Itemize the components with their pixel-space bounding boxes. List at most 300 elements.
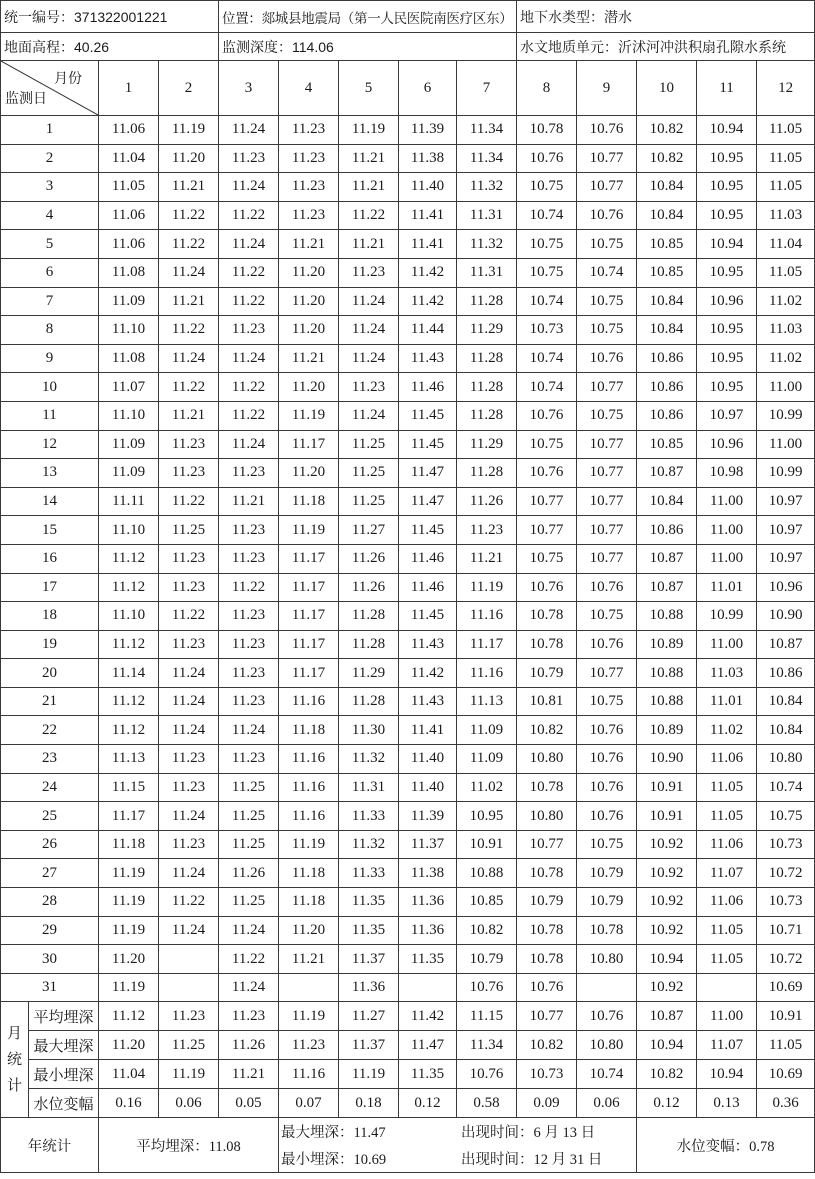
depth-value: 11.31 (457, 201, 517, 230)
day-label: 24 (1, 773, 99, 802)
day-label: 18 (1, 602, 99, 631)
depth-value: 10.76 (517, 459, 577, 488)
depth-value: 11.35 (339, 916, 399, 945)
depth-value: 11.06 (697, 888, 757, 917)
depth-value: 10.94 (697, 230, 757, 259)
depth-value: 11.19 (99, 973, 159, 1002)
table-row (1, 316, 815, 345)
depth-value: 10.87 (637, 544, 697, 573)
depth-value: 10.69 (757, 973, 815, 1002)
day-label: 15 (1, 516, 99, 545)
depth-value (697, 973, 757, 1002)
depth-value: 10.85 (637, 430, 697, 459)
stat-value: 10.76 (457, 1060, 517, 1089)
day-label: 4 (1, 201, 99, 230)
depth-value: 10.88 (637, 687, 697, 716)
stat-value: 10.69 (757, 1060, 815, 1089)
depth-value: 11.23 (279, 201, 339, 230)
table-row (1, 487, 815, 516)
depth-value: 11.05 (757, 116, 815, 145)
depth-value: 10.84 (757, 687, 815, 716)
depth-value: 11.17 (279, 573, 339, 602)
depth-value: 11.24 (159, 802, 219, 831)
depth-value: 11.31 (339, 773, 399, 802)
depth-value: 11.34 (457, 144, 517, 173)
depth-value: 10.77 (577, 373, 637, 402)
depth-value: 11.28 (339, 687, 399, 716)
depth-value: 11.35 (399, 945, 457, 974)
depth-value: 11.24 (339, 344, 399, 373)
depth-value: 11.12 (99, 630, 159, 659)
depth-value: 11.38 (399, 144, 457, 173)
depth-value: 11.21 (159, 173, 219, 202)
depth-value: 11.18 (279, 859, 339, 888)
stat-value: 11.07 (697, 1031, 757, 1060)
depth-value: 11.25 (219, 802, 279, 831)
location-label: 位置： (222, 10, 262, 26)
depth-value: 10.86 (637, 401, 697, 430)
depth-value: 11.23 (219, 516, 279, 545)
depth-value: 11.09 (99, 430, 159, 459)
depth-value: 11.39 (399, 116, 457, 145)
depth-value: 10.74 (517, 287, 577, 316)
hydrogeologic-unit-value: 沂沭河冲洪积扇孔隙水系统 (618, 38, 787, 55)
stat-value: 11.25 (159, 1031, 219, 1060)
month-header-7: 7 (457, 61, 517, 116)
depth-value: 10.75 (517, 430, 577, 459)
stat-value: 11.34 (457, 1031, 517, 1060)
depth-value: 10.75 (577, 230, 637, 259)
depth-value: 10.77 (577, 544, 637, 573)
monitoring-depth-cell (219, 33, 517, 61)
depth-value: 11.12 (99, 716, 159, 745)
depth-value: 11.07 (99, 373, 159, 402)
depth-value: 10.84 (757, 716, 815, 745)
depth-value: 11.42 (399, 258, 457, 287)
station-id-value: 371322001221 (74, 8, 168, 25)
stat-value: 11.15 (457, 1002, 517, 1031)
depth-value: 11.24 (219, 973, 279, 1002)
depth-value: 10.75 (577, 830, 637, 859)
stat-row (1, 1060, 815, 1089)
stat-value: 11.23 (159, 1002, 219, 1031)
month-header-8: 8 (517, 61, 577, 116)
stat-value: 11.16 (279, 1060, 339, 1089)
depth-value: 10.75 (577, 401, 637, 430)
table-row (1, 916, 815, 945)
table-row (1, 401, 815, 430)
depth-value: 10.71 (757, 916, 815, 945)
depth-value: 11.12 (99, 573, 159, 602)
depth-value: 11.24 (219, 344, 279, 373)
depth-value: 11.01 (697, 573, 757, 602)
depth-value: 11.20 (99, 945, 159, 974)
depth-value: 11.05 (697, 945, 757, 974)
depth-value: 11.33 (339, 802, 399, 831)
depth-value: 11.17 (99, 802, 159, 831)
stat-value: 10.82 (517, 1031, 577, 1060)
day-label: 17 (1, 573, 99, 602)
ground-elevation-value: 40.26 (74, 38, 110, 55)
depth-value: 11.23 (159, 830, 219, 859)
depth-value: 11.46 (399, 544, 457, 573)
table-row (1, 888, 815, 917)
depth-value: 11.25 (219, 888, 279, 917)
depth-value: 11.21 (457, 544, 517, 573)
stat-value: 11.19 (279, 1002, 339, 1031)
depth-value: 10.78 (517, 859, 577, 888)
day-axis-label: 监测日 (5, 92, 47, 107)
depth-value: 11.13 (457, 687, 517, 716)
depth-value: 11.24 (159, 859, 219, 888)
day-label: 26 (1, 830, 99, 859)
depth-value: 10.77 (577, 459, 637, 488)
depth-value: 11.19 (457, 573, 517, 602)
depth-value: 11.32 (339, 745, 399, 774)
day-label: 12 (1, 430, 99, 459)
depth-value: 11.36 (399, 916, 457, 945)
depth-value: 11.22 (219, 373, 279, 402)
table-row (1, 945, 815, 974)
month-header-row (1, 61, 815, 116)
depth-value: 11.25 (339, 487, 399, 516)
monthly-stats-group-label (1, 1002, 29, 1118)
depth-value: 10.95 (697, 316, 757, 345)
depth-value: 10.76 (577, 745, 637, 774)
depth-value: 11.16 (279, 745, 339, 774)
depth-value: 10.80 (757, 745, 815, 774)
depth-value: 10.90 (757, 602, 815, 631)
depth-value: 10.73 (757, 888, 815, 917)
depth-value: 10.96 (697, 430, 757, 459)
depth-value: 11.12 (99, 687, 159, 716)
depth-value: 11.28 (457, 459, 517, 488)
depth-value: 11.26 (219, 859, 279, 888)
depth-value: 10.76 (517, 573, 577, 602)
depth-value: 10.73 (517, 316, 577, 345)
stat-value: 0.05 (219, 1089, 279, 1118)
depth-value: 11.24 (339, 287, 399, 316)
depth-value: 11.23 (219, 144, 279, 173)
depth-value: 11.20 (279, 287, 339, 316)
depth-value: 10.77 (517, 516, 577, 545)
depth-value: 11.24 (219, 173, 279, 202)
depth-value: 11.28 (339, 630, 399, 659)
table-row (1, 630, 815, 659)
depth-value: 10.76 (577, 573, 637, 602)
depth-value: 10.84 (637, 316, 697, 345)
day-label: 30 (1, 945, 99, 974)
depth-value: 11.21 (339, 144, 399, 173)
depth-value: 11.05 (697, 802, 757, 831)
depth-value: 10.82 (637, 116, 697, 145)
depth-value: 10.78 (517, 916, 577, 945)
depth-value: 10.95 (697, 173, 757, 202)
annual-min-time (461, 1148, 602, 1169)
depth-value: 10.75 (517, 544, 577, 573)
depth-value: 10.76 (577, 716, 637, 745)
annual-range-cell (637, 1118, 815, 1173)
depth-value: 10.87 (637, 573, 697, 602)
depth-value: 11.20 (159, 144, 219, 173)
depth-value: 11.23 (219, 630, 279, 659)
depth-value: 11.19 (99, 916, 159, 945)
station-id-cell (1, 1, 219, 33)
depth-value: 11.00 (697, 516, 757, 545)
depth-value: 10.74 (517, 373, 577, 402)
depth-value: 10.72 (757, 945, 815, 974)
annual-mean-depth-value: 11.08 (208, 1138, 241, 1155)
annual-max-time-value: 6 月 13 日 (533, 1125, 596, 1142)
depth-value: 10.78 (577, 916, 637, 945)
table-row (1, 344, 815, 373)
annual-max-time (461, 1121, 595, 1142)
depth-value: 11.23 (279, 173, 339, 202)
depth-value: 11.09 (457, 716, 517, 745)
depth-value: 11.00 (697, 630, 757, 659)
depth-value: 11.23 (159, 573, 219, 602)
depth-value: 11.22 (159, 602, 219, 631)
depth-value: 11.04 (99, 144, 159, 173)
depth-value: 11.23 (159, 745, 219, 774)
depth-value: 10.75 (577, 687, 637, 716)
depth-value: 11.19 (159, 116, 219, 145)
table-row (1, 659, 815, 688)
depth-value: 10.80 (577, 945, 637, 974)
table-row (1, 459, 815, 488)
depth-value: 10.92 (637, 859, 697, 888)
stat-label: 最大埋深 (29, 1031, 99, 1060)
table-row (1, 745, 815, 774)
depth-value: 11.09 (99, 459, 159, 488)
stat-value: 10.73 (517, 1060, 577, 1089)
depth-value: 11.22 (159, 230, 219, 259)
depth-value: 11.42 (399, 287, 457, 316)
depth-value: 11.12 (99, 544, 159, 573)
depth-value: 11.22 (159, 316, 219, 345)
depth-value: 10.74 (517, 344, 577, 373)
depth-value: 11.36 (339, 973, 399, 1002)
depth-value: 11.11 (99, 487, 159, 516)
day-label: 25 (1, 802, 99, 831)
depth-value: 11.29 (457, 316, 517, 345)
stat-value: 10.91 (757, 1002, 815, 1031)
depth-value: 11.28 (457, 287, 517, 316)
depth-value: 10.78 (517, 116, 577, 145)
depth-value: 11.47 (399, 459, 457, 488)
depth-value: 11.29 (457, 430, 517, 459)
ground-elevation-label: 地面高程： (4, 38, 74, 55)
depth-value: 11.28 (457, 401, 517, 430)
annual-range-value: 0.78 (749, 1138, 775, 1155)
depth-value: 10.86 (637, 516, 697, 545)
meta-row-2 (1, 33, 815, 61)
depth-value: 10.75 (517, 258, 577, 287)
depth-value: 10.99 (757, 401, 815, 430)
depth-value: 11.23 (279, 116, 339, 145)
depth-value: 10.76 (517, 144, 577, 173)
depth-value: 10.84 (637, 173, 697, 202)
day-label: 23 (1, 745, 99, 774)
annual-stats-row (1, 1118, 815, 1173)
groundwater-type-value: 潜水 (604, 8, 633, 25)
meta-row-1 (1, 1, 815, 33)
depth-value: 11.10 (99, 516, 159, 545)
depth-value: 10.84 (637, 287, 697, 316)
depth-value: 11.23 (159, 544, 219, 573)
station-id-label: 统一编号： (4, 8, 74, 25)
depth-value: 11.20 (279, 916, 339, 945)
depth-value: 11.40 (399, 745, 457, 774)
depth-value: 11.24 (219, 916, 279, 945)
depth-value: 10.80 (517, 802, 577, 831)
month-header-4: 4 (279, 61, 339, 116)
depth-value: 10.95 (697, 373, 757, 402)
stat-label: 平均埋深 (29, 1002, 99, 1031)
depth-value: 11.10 (99, 602, 159, 631)
depth-value: 11.38 (399, 859, 457, 888)
depth-value: 11.25 (339, 430, 399, 459)
depth-value: 11.20 (279, 459, 339, 488)
depth-value: 10.79 (577, 859, 637, 888)
depth-value: 10.90 (637, 745, 697, 774)
depth-value: 11.20 (279, 373, 339, 402)
day-label: 16 (1, 544, 99, 573)
stat-label: 最小埋深 (29, 1060, 99, 1089)
depth-value: 11.32 (457, 230, 517, 259)
depth-value: 11.24 (219, 716, 279, 745)
table-row (1, 201, 815, 230)
depth-value: 10.76 (517, 973, 577, 1002)
month-header-6: 6 (399, 61, 457, 116)
depth-value: 11.24 (219, 430, 279, 459)
depth-value (159, 945, 219, 974)
table-row (1, 802, 815, 831)
depth-value: 11.37 (339, 945, 399, 974)
depth-value: 10.95 (697, 258, 757, 287)
depth-value: 11.17 (279, 602, 339, 631)
depth-value: 10.87 (757, 630, 815, 659)
depth-value: 10.79 (517, 659, 577, 688)
monthly-stats-group-text: 月统计 (7, 1025, 23, 1094)
depth-value: 11.25 (339, 459, 399, 488)
depth-value: 11.33 (339, 859, 399, 888)
depth-value: 11.17 (279, 630, 339, 659)
annual-min-line (281, 1145, 636, 1172)
table-row (1, 716, 815, 745)
depth-value: 10.85 (637, 258, 697, 287)
depth-value: 11.25 (159, 516, 219, 545)
table-row (1, 287, 815, 316)
depth-value: 10.78 (517, 773, 577, 802)
table-row (1, 573, 815, 602)
month-header-9: 9 (577, 61, 637, 116)
depth-value: 10.75 (577, 602, 637, 631)
depth-value: 11.45 (399, 430, 457, 459)
table-row (1, 516, 815, 545)
day-label: 19 (1, 630, 99, 659)
depth-value: 10.85 (457, 888, 517, 917)
depth-value: 11.40 (399, 173, 457, 202)
annual-stats-label: 年统计 (1, 1118, 99, 1173)
depth-value: 10.77 (577, 516, 637, 545)
table-row (1, 230, 815, 259)
depth-value: 11.16 (279, 687, 339, 716)
depth-value: 11.05 (757, 144, 815, 173)
stat-value: 10.76 (577, 1002, 637, 1031)
depth-value: 11.24 (159, 716, 219, 745)
location-value: 郯城县地震局（第一人民医院南医疗区东） (261, 10, 513, 26)
groundwater-type-label: 地下水类型： (520, 8, 605, 25)
annual-max-depth (281, 1121, 461, 1142)
depth-value: 10.91 (637, 773, 697, 802)
depth-value: 10.84 (637, 201, 697, 230)
depth-value: 11.19 (279, 830, 339, 859)
depth-value: 11.02 (697, 716, 757, 745)
depth-value: 11.21 (339, 173, 399, 202)
depth-value: 11.14 (99, 659, 159, 688)
depth-value: 10.77 (577, 659, 637, 688)
depth-value: 11.17 (279, 430, 339, 459)
depth-value: 11.47 (399, 487, 457, 516)
depth-value: 11.22 (219, 201, 279, 230)
stat-value: 10.77 (517, 1002, 577, 1031)
annual-min-depth (281, 1148, 461, 1169)
day-label: 20 (1, 659, 99, 688)
corner-header (1, 61, 98, 115)
stat-value: 10.87 (637, 1002, 697, 1031)
month-axis-label: 月份 (54, 72, 82, 87)
stat-value: 11.00 (697, 1002, 757, 1031)
depth-value: 10.91 (457, 830, 517, 859)
depth-value: 11.02 (457, 773, 517, 802)
table-row (1, 687, 815, 716)
corner-header-cell (1, 61, 99, 116)
day-label: 10 (1, 373, 99, 402)
stat-value: 11.26 (219, 1031, 279, 1060)
depth-value: 11.23 (219, 687, 279, 716)
day-label: 11 (1, 401, 99, 430)
depth-value: 11.21 (279, 230, 339, 259)
depth-value: 11.10 (99, 316, 159, 345)
depth-value: 10.74 (517, 201, 577, 230)
depth-value: 11.23 (159, 459, 219, 488)
stat-value: 11.20 (99, 1031, 159, 1060)
stat-value: 10.74 (577, 1060, 637, 1089)
depth-value: 11.23 (219, 544, 279, 573)
day-label: 28 (1, 888, 99, 917)
depth-value: 11.03 (757, 316, 815, 345)
depth-value: 11.24 (339, 401, 399, 430)
stat-value: 0.07 (279, 1089, 339, 1118)
depth-value: 11.19 (99, 859, 159, 888)
depth-value: 10.88 (457, 859, 517, 888)
table-row (1, 602, 815, 631)
depth-value: 11.45 (399, 401, 457, 430)
depth-value: 11.09 (457, 745, 517, 774)
stat-value: 11.42 (399, 1002, 457, 1031)
depth-value: 11.19 (99, 888, 159, 917)
depth-value: 11.06 (697, 830, 757, 859)
depth-value: 10.99 (697, 602, 757, 631)
depth-value: 11.18 (99, 830, 159, 859)
depth-value: 10.76 (457, 973, 517, 1002)
depth-value: 10.75 (517, 173, 577, 202)
depth-value: 10.88 (637, 602, 697, 631)
depth-value: 11.40 (399, 773, 457, 802)
annual-mean-depth-cell (99, 1118, 279, 1173)
depth-value (279, 973, 339, 1002)
